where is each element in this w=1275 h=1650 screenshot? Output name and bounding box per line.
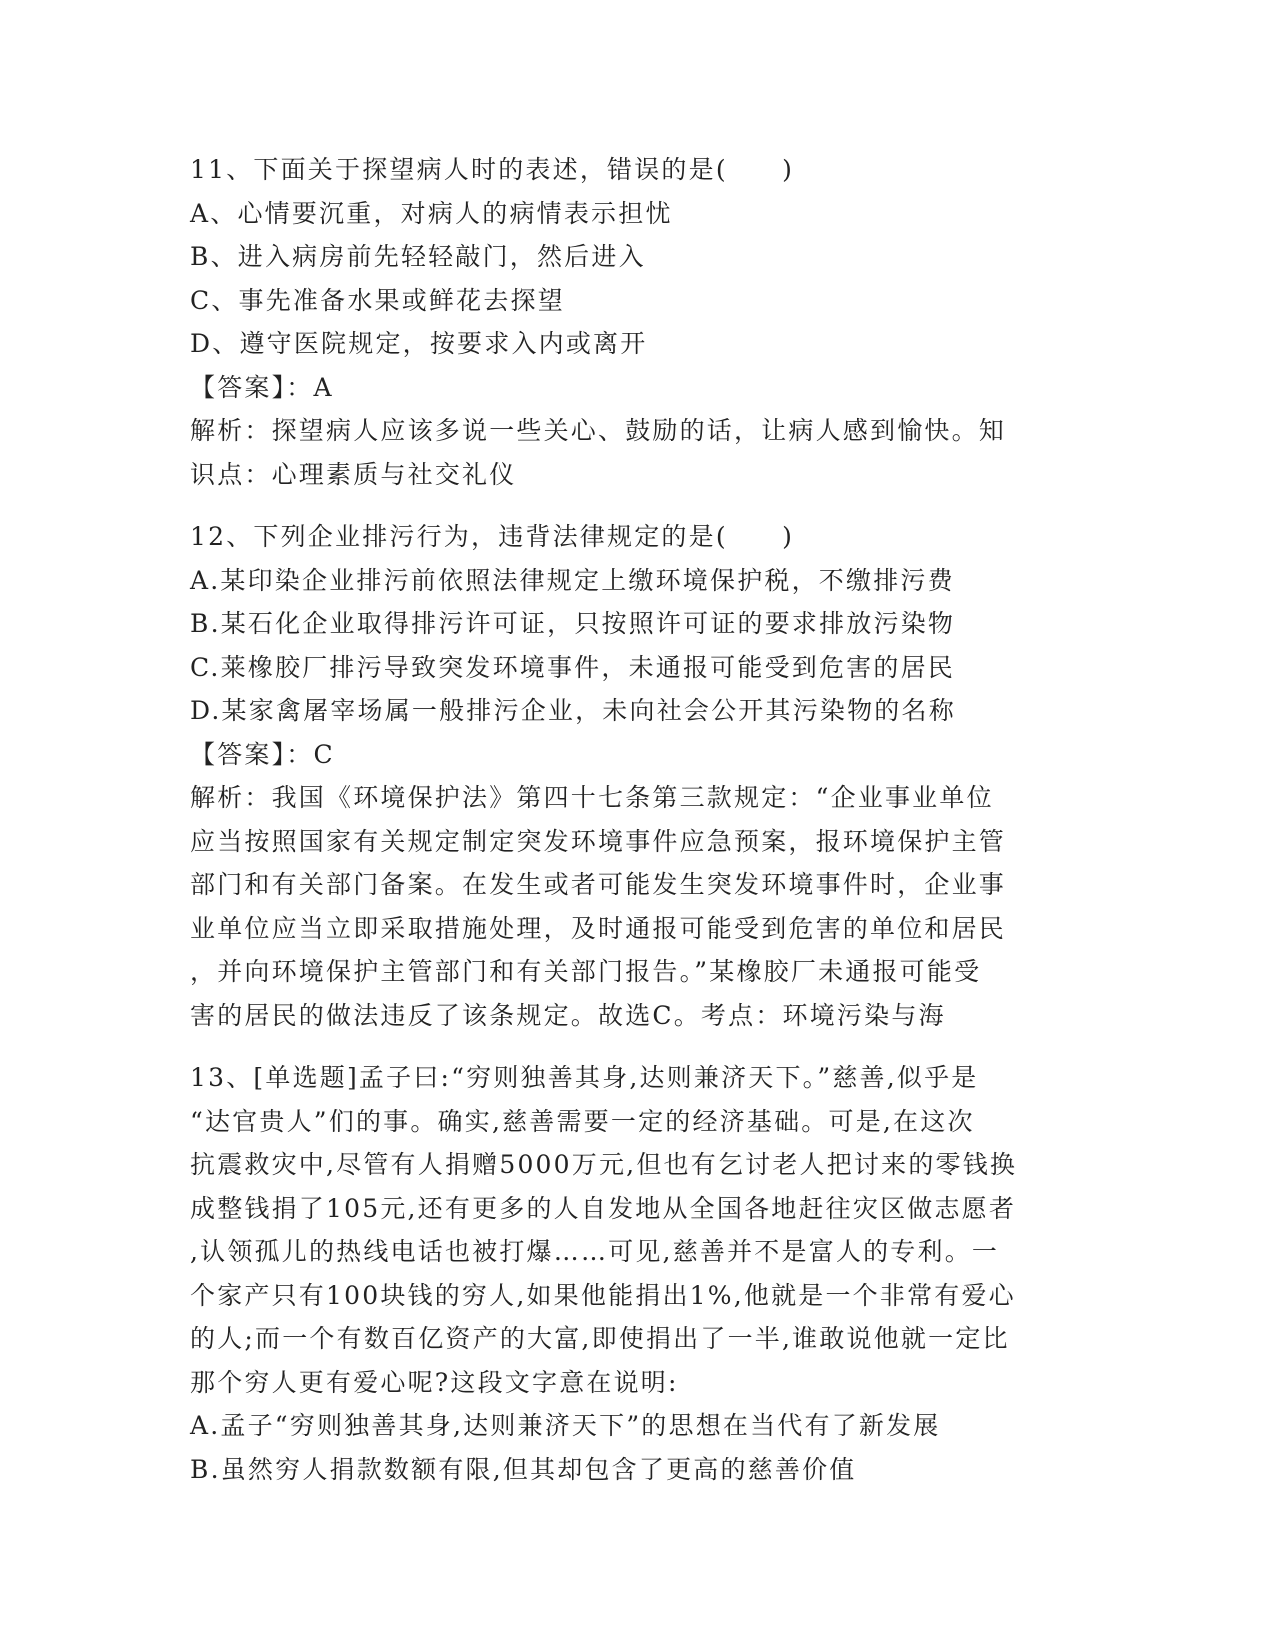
question-12 xyxy=(190,515,1090,1037)
question-stem-line: ,认领孤儿的热线电话也被打爆……可见,慈善并不是富人的专利。一 xyxy=(190,1237,1000,1266)
question-stem-line: 个家产只有100块钱的穷人,如果他能捐出1%,他就是一个非常有爱心 xyxy=(190,1280,1016,1310)
explanation-line: 识点：心理素质与社交礼仪 xyxy=(190,459,517,489)
explanation-line: 业单位应当立即采取措施处理，及时通报可能受到危害的单位和居民 xyxy=(190,913,1007,943)
answer-line: 【答案】：C xyxy=(190,739,335,769)
question-11 xyxy=(190,148,1090,496)
option-d: D.某家禽屠宰场属一般排污企业，未向社会公开其污染物的名称 xyxy=(190,696,956,725)
option-a: A.某印染企业排污前依照法律规定上缴环境保护税，不缴排污费 xyxy=(190,565,955,595)
document-page xyxy=(190,148,1090,1491)
explanation-line: 解析：探望病人应该多说一些关心、鼓励的话，让病人感到愉快。知 xyxy=(190,416,1007,445)
explanation-line: ，并向环境保护主管部门和有关部门报告。”某橡胶厂未通报可能受 xyxy=(190,957,982,986)
question-stem-line: 成整钱捐了105元,还有更多的人自发地从全国各地赶往灾区做志愿者 xyxy=(190,1193,1017,1223)
answer-line: 【答案】：A xyxy=(190,372,334,402)
question-stem-line: 13、[单选题]孟子曰:“穷则独善其身,达则兼济天下。”慈善,似乎是 xyxy=(190,1063,979,1092)
option-b: B、进入病房前先轻轻敲门，然后进入 xyxy=(190,242,646,271)
option-b: B.虽然穷人捐款数额有限,但其却包含了更高的慈善价值 xyxy=(190,1454,857,1484)
question-13 xyxy=(190,1056,1090,1491)
spacer xyxy=(190,496,1090,515)
question-stem-line: 那个穷人更有爱心呢?这段文字意在说明: xyxy=(190,1367,679,1397)
option-d: D、遵守医院规定，按要求入内或离开 xyxy=(190,329,648,358)
question-stem: 12、下列企业排污行为，违背法律规定的是( ) xyxy=(190,522,795,551)
explanation-line: 部门和有关部门备案。在发生或者可能发生突发环境事件时，企业事 xyxy=(190,870,1007,899)
option-c: C、事先准备水果或鲜花去探望 xyxy=(190,285,565,315)
option-b: B.某石化企业取得排污许可证，只按照许可证的要求排放污染物 xyxy=(190,609,956,638)
question-stem-line: 的人;而一个有数百亿资产的大富,即使捐出了一半,谁敢说他就一定比 xyxy=(190,1324,1010,1353)
explanation-line: 解析：我国《环境保护法》第四十七条第三款规定：“企业事业单位 xyxy=(190,783,994,812)
option-c: C.莱橡胶厂排污导致突发环境事件，未通报可能受到危害的居民 xyxy=(190,652,955,682)
option-a: A、心情要沉重，对病人的病情表示担忧 xyxy=(190,198,673,228)
explanation-line: 害的居民的做法违反了该条规定。故选C。考点：环境污染与海 xyxy=(190,1000,946,1030)
explanation-line: 应当按照国家有关规定制定突发环境事件应急预案，报环境保护主管 xyxy=(190,826,1007,856)
question-stem-line: 抗震救灾中,尽管有人捐赠5000万元,但也有乞讨老人把讨来的零钱换 xyxy=(190,1150,1018,1179)
question-stem: 11、下面关于探望病人时的表述，错误的是( ) xyxy=(190,155,795,184)
question-stem-line: “达官贵人”们的事。确实,慈善需要一定的经济基础。可是,在这次 xyxy=(190,1106,975,1136)
spacer xyxy=(190,1037,1090,1056)
option-a: A.孟子“穷则独善其身,达则兼济天下”的思想在当代有了新发展 xyxy=(190,1411,941,1440)
